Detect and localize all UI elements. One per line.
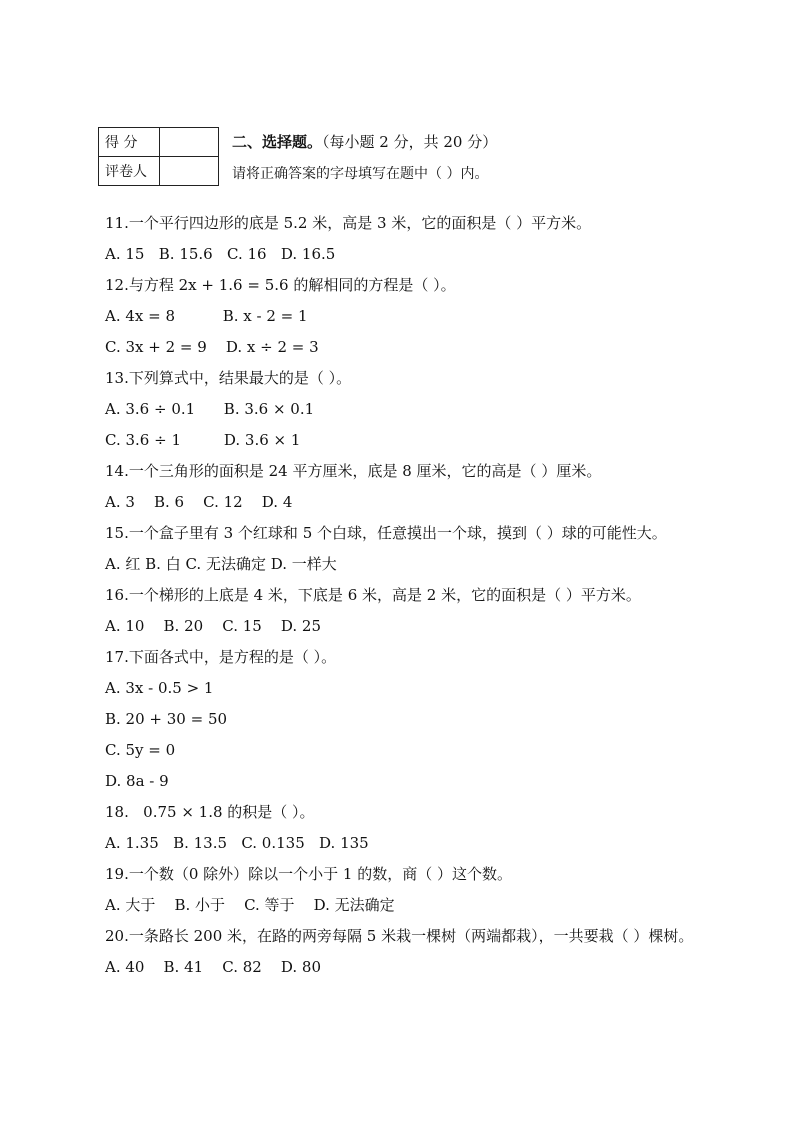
question-options: A. 红 B. 白 C. 无法确定 D. 一样大 bbox=[105, 555, 337, 573]
question-stem: 12.与方程 2x + 1.6 = 5.6 的解相同的方程是（ ）。 bbox=[105, 276, 456, 294]
question-options: B. 20 + 30 = 50 bbox=[105, 710, 228, 728]
section-points-note: （每小题 2 分，共 20 分） bbox=[322, 133, 498, 151]
question-stem: 15.一个盒子里有 3 个红球和 5 个白球，任意摸出一个球，摸到（ ）球的可能性大。 bbox=[105, 524, 667, 542]
question-options: A. 15 B. 15.6 C. 16 D. 16.5 bbox=[105, 245, 336, 263]
grader-label: 评卷人 bbox=[99, 157, 160, 186]
question-options: A. 4x = 8 B. x - 2 = 1 bbox=[105, 307, 308, 325]
section-instruction: 请将正确答案的字母填写在题中（ ）内。 bbox=[232, 166, 489, 182]
question-stem: 18. 0.75 × 1.8 的积是（ ）。 bbox=[105, 803, 315, 821]
question-options: C. 3.6 ÷ 1 D. 3.6 × 1 bbox=[105, 431, 301, 449]
question-options: D. 8a - 9 bbox=[105, 772, 169, 790]
section-heading bbox=[232, 131, 497, 152]
question-stem: 19.一个数（0 除外）除以一个小于 1 的数，商（ ）这个数。 bbox=[105, 865, 513, 883]
score-row bbox=[99, 128, 219, 157]
grader-entry-box[interactable] bbox=[160, 157, 219, 186]
question-stem: 16.一个梯形的上底是 4 米，下底是 6 米，高是 2 米，它的面积是（ ）平方米。 bbox=[105, 586, 641, 604]
question-options: C. 3x + 2 = 9 D. x ÷ 2 = 3 bbox=[105, 338, 319, 356]
score-table bbox=[98, 127, 219, 186]
section-title: 二、选择题。 bbox=[232, 133, 323, 151]
question-stem: 13.下列算式中，结果最大的是（ ）。 bbox=[105, 369, 352, 387]
question-stem: 20.一条路长 200 米，在路的两旁每隔 5 米栽一棵树（两端都栽），一共要栽（ ）棵树。 bbox=[105, 927, 694, 945]
question-options: C. 5y = 0 bbox=[105, 741, 176, 759]
question-stem: 11.一个平行四边形的底是 5.2 米，高是 3 米，它的面积是（ ）平方米。 bbox=[105, 214, 592, 232]
question-options: A. 1.35 B. 13.5 C. 0.135 D. 135 bbox=[105, 834, 369, 852]
grader-row bbox=[99, 157, 219, 186]
question-options: A. 3 B. 6 C. 12 D. 4 bbox=[105, 493, 293, 511]
score-label: 得 分 bbox=[99, 128, 160, 157]
question-stem: 17.下面各式中，是方程的是（ ）。 bbox=[105, 648, 337, 666]
question-options: A. 大于 B. 小于 C. 等于 D. 无法确定 bbox=[105, 896, 395, 914]
score-entry-box[interactable] bbox=[160, 128, 219, 157]
question-options: A. 3.6 ÷ 0.1 B. 3.6 × 0.1 bbox=[105, 400, 315, 418]
question-list bbox=[105, 208, 705, 983]
question-options: A. 10 B. 20 C. 15 D. 25 bbox=[105, 617, 321, 635]
question-options: A. 3x - 0.5 > 1 bbox=[105, 679, 214, 697]
question-stem: 14.一个三角形的面积是 24 平方厘米，底是 8 厘米，它的高是（ ）厘米。 bbox=[105, 462, 602, 480]
question-options: A. 40 B. 41 C. 82 D. 80 bbox=[105, 958, 321, 976]
